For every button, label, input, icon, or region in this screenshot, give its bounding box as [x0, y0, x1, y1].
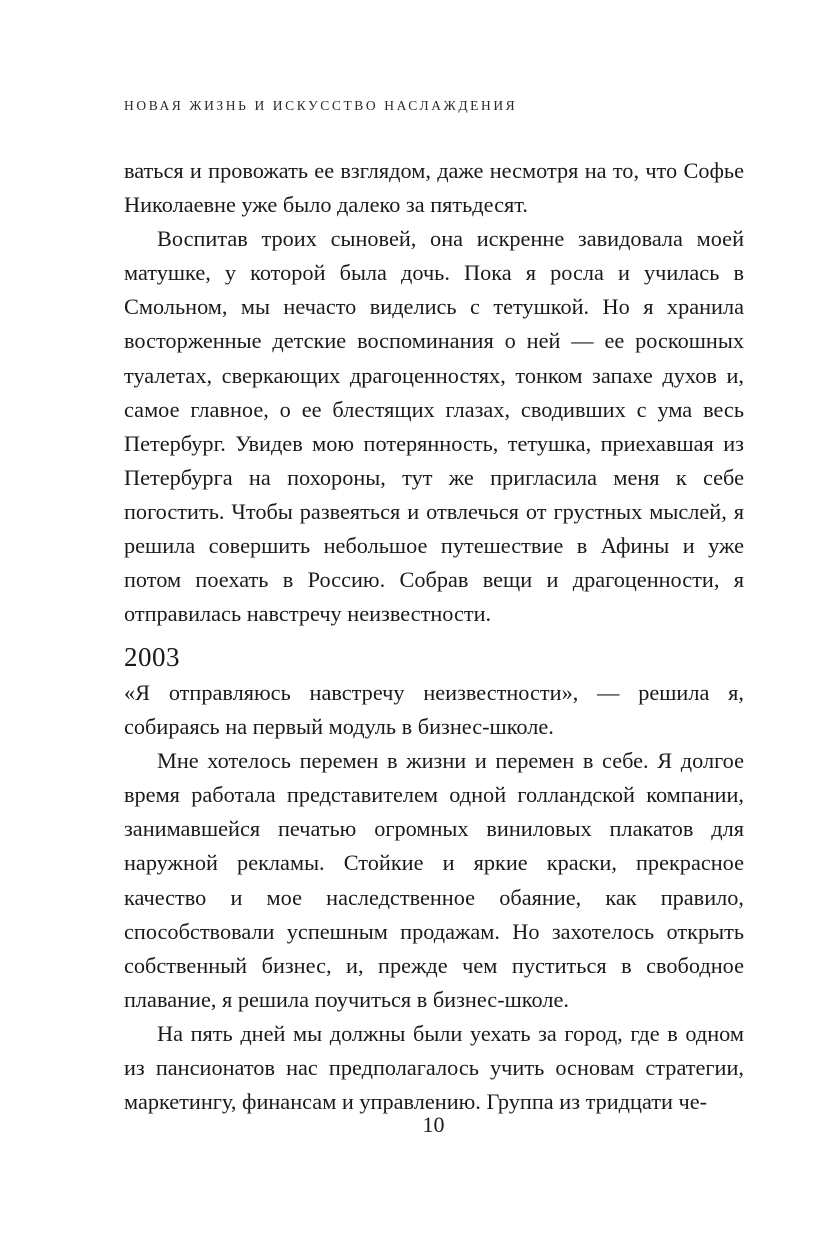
paragraph: Воспитав троих сыновей, она искренне завидовала моей матушке, у которой была дочь. Пока я росла и училась в Смольном, мы нечасто виделись с тетушкой. Но я хранила восторженные детские воспоминания о ней — ее роскошных туалетах, сверкающих драгоценностях, тонком запахе духов и, самое главное, о ее блестящих глазах, сводивших с ума весь Петербург. Увидев мою потерянность, тетушка, приехавшая из Петербурга на похороны, тут же пригласила меня к себе погостить. Чтобы развеяться и отвлечься от грустных мыслей, я решила совершить небольшое путешествие в Афины и уже потом поехать в Россию. Собрав вещи и драгоценности, я отправилась навстречу неизвестности.	[124, 226, 744, 627]
paragraph: «Я отправляюсь навстречу неизвестности», — решила я, собираясь на первый модуль в бизнес-школе.	[124, 680, 744, 740]
paragraph: На пять дней мы должны были уехать за город, где в одном из пансионатов нас предполагалось учить основам стратегии, маркетингу, финансам и управлению. Группа из тридцати че-	[124, 1020, 744, 1115]
section-heading: 2003	[124, 642, 180, 672]
running-head: НОВАЯ ЖИЗНЬ И ИСКУССТВО НАСЛАЖДЕНИЯ	[124, 98, 518, 113]
text-block-2	[124, 676, 744, 1119]
text-block-1	[124, 154, 744, 631]
page-number: 10	[422, 1112, 445, 1137]
paragraph: ваться и провожать ее взглядом, даже несмотря на то, что Софье Николаевне уже было далеко за пятьдесят.	[124, 158, 744, 218]
paragraph: Мне хотелось перемен в жизни и перемен в себе. Я долгое время работала представителем одной голландской компании, занимавшейся печатью огромных виниловых плакатов для наружной рекламы. Стойкие и яркие краски, прекрасное качество и мое наследственное обаяние, как правило, способствовали успешным продажам. Но захотелось открыть собственный бизнес, и, прежде чем пуститься в свободное плавание, я решила поучиться в бизнес-школе.	[124, 748, 744, 1012]
